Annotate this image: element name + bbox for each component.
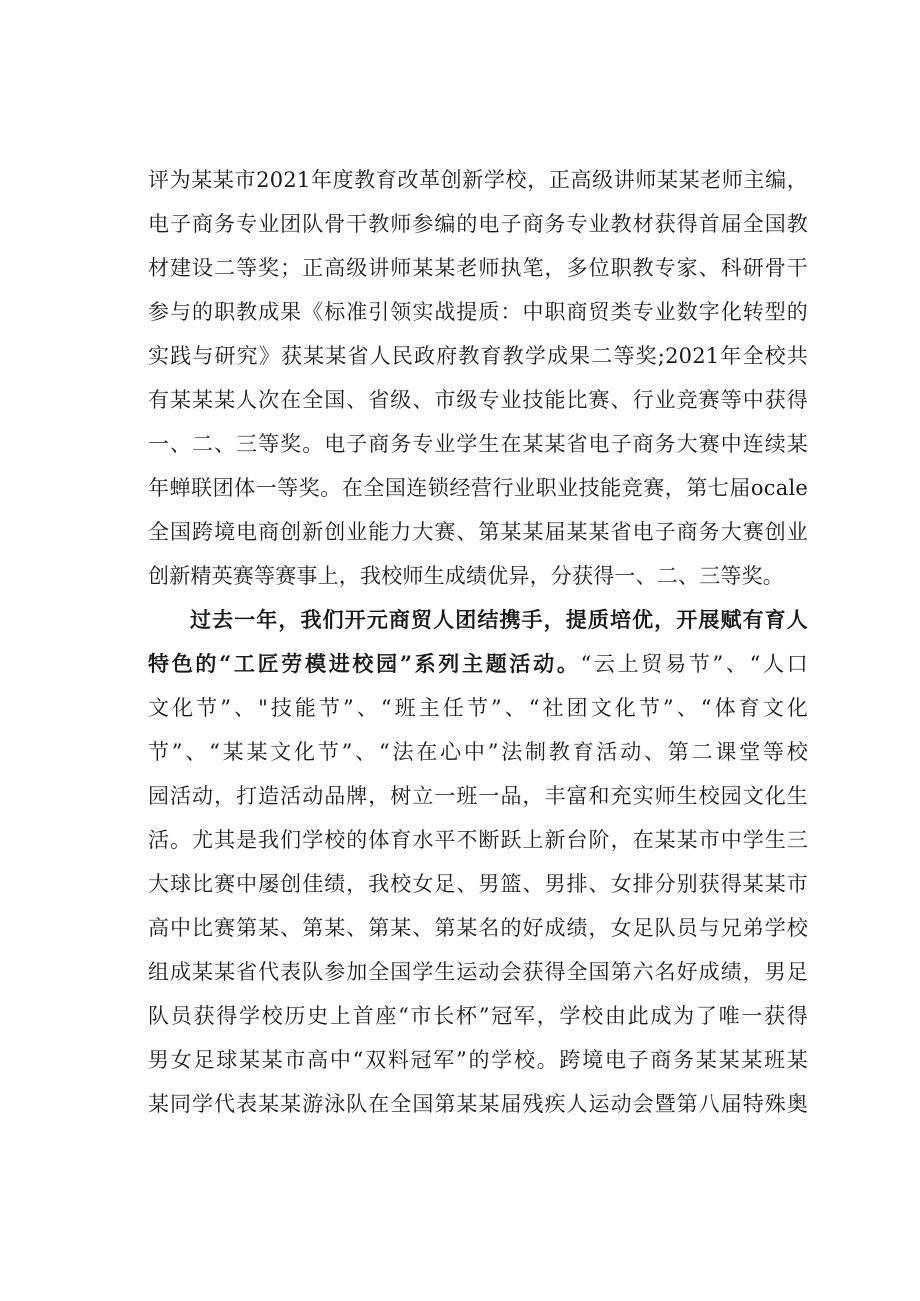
- p2-line-11: 男女足球某某市高中“双料冠军”的学校。跨境电子商务某某某班某: [148, 1048, 808, 1072]
- p1-line-4: 参与的职教成果《标准引领实战提质：中职商贸类专业数字化转型的: [148, 300, 808, 324]
- p1-line-8: 年蝉联团体一等奖。在全国连锁经营行业职业技能竞赛，第七届ocale: [148, 476, 808, 500]
- p2-line-3: 文化节”、"技能节”、“班主任节”、“社团文化节”、“体育文化: [148, 696, 808, 720]
- p2-line-7: 大球比赛中屡创佳绩，我校女足、男篮、男排、女排分别获得某某市: [148, 872, 808, 896]
- p2-line-2-rest: “云上贸易节”、“人口: [580, 652, 808, 676]
- p1-line-2: 电子商务专业团队骨干教师参编的电子商务专业教材获得首届全国教: [148, 212, 808, 236]
- p2-line-2: [148, 642, 808, 686]
- p2-line-9: 组成某某省代表队参加全国学生运动会获得全国第六名好成绩，男足: [148, 960, 808, 984]
- p2-line-1-bold: 过去一年，我们开元商贸人团结携手，提质培优，开展赋有育人: [190, 607, 808, 632]
- p2-line-2-bold: 特色的“工匠劳模进校园”系列主题活动。: [148, 651, 581, 676]
- p1-line-3: 材建设二等奖；正高级讲师某某老师执笔，多位职教专家、科研骨干: [148, 256, 808, 280]
- p2-line-6: 活。尤其是我们学校的体育水平不断跃上新台阶，在某某市中学生三: [148, 828, 808, 852]
- p1-line-5: 实践与研究》获某某省人民政府教育教学成果二等奖;2021年全校共: [148, 344, 808, 368]
- p2-line-12: 某同学代表某某游泳队在全国第某某届残疾人运动会暨第八届特殊奥: [148, 1092, 808, 1116]
- p1-line-10: 创新精英赛等赛事上，我校师生成绩优异，分获得一、二、三等奖。: [148, 564, 784, 588]
- p2-line-4: 节”、“某某文化节”、“法在心中”法制教育活动、第二课堂等校: [148, 740, 808, 764]
- p1-line-7: 一、二、三等奖。电子商务专业学生在某某省电子商务大赛中连续某: [148, 432, 808, 456]
- p1-line-6: 有某某某人次在全国、省级、市级专业技能比赛、行业竞赛等中获得: [148, 388, 808, 412]
- p2-line-8: 高中比赛第某、第某、第某、第某名的好成绩，女足队员与兄弟学校: [148, 916, 808, 940]
- p1-line-9: 全国跨境电商创新创业能力大赛、第某某届某某省电子商务大赛创业: [148, 520, 808, 544]
- p1-line-1: 评为某某市2021年度教育改革创新学校，正高级讲师某某老师主编，: [148, 168, 808, 192]
- p2-line-5: 园活动，打造活动品牌，树立一班一品，丰富和充实师生校园文化生: [148, 784, 808, 808]
- body-text: [148, 158, 808, 1126]
- p2-line-10: 队员获得学校历史上首座“市长杯”冠军，学校由此成为了唯一获得: [148, 1004, 808, 1028]
